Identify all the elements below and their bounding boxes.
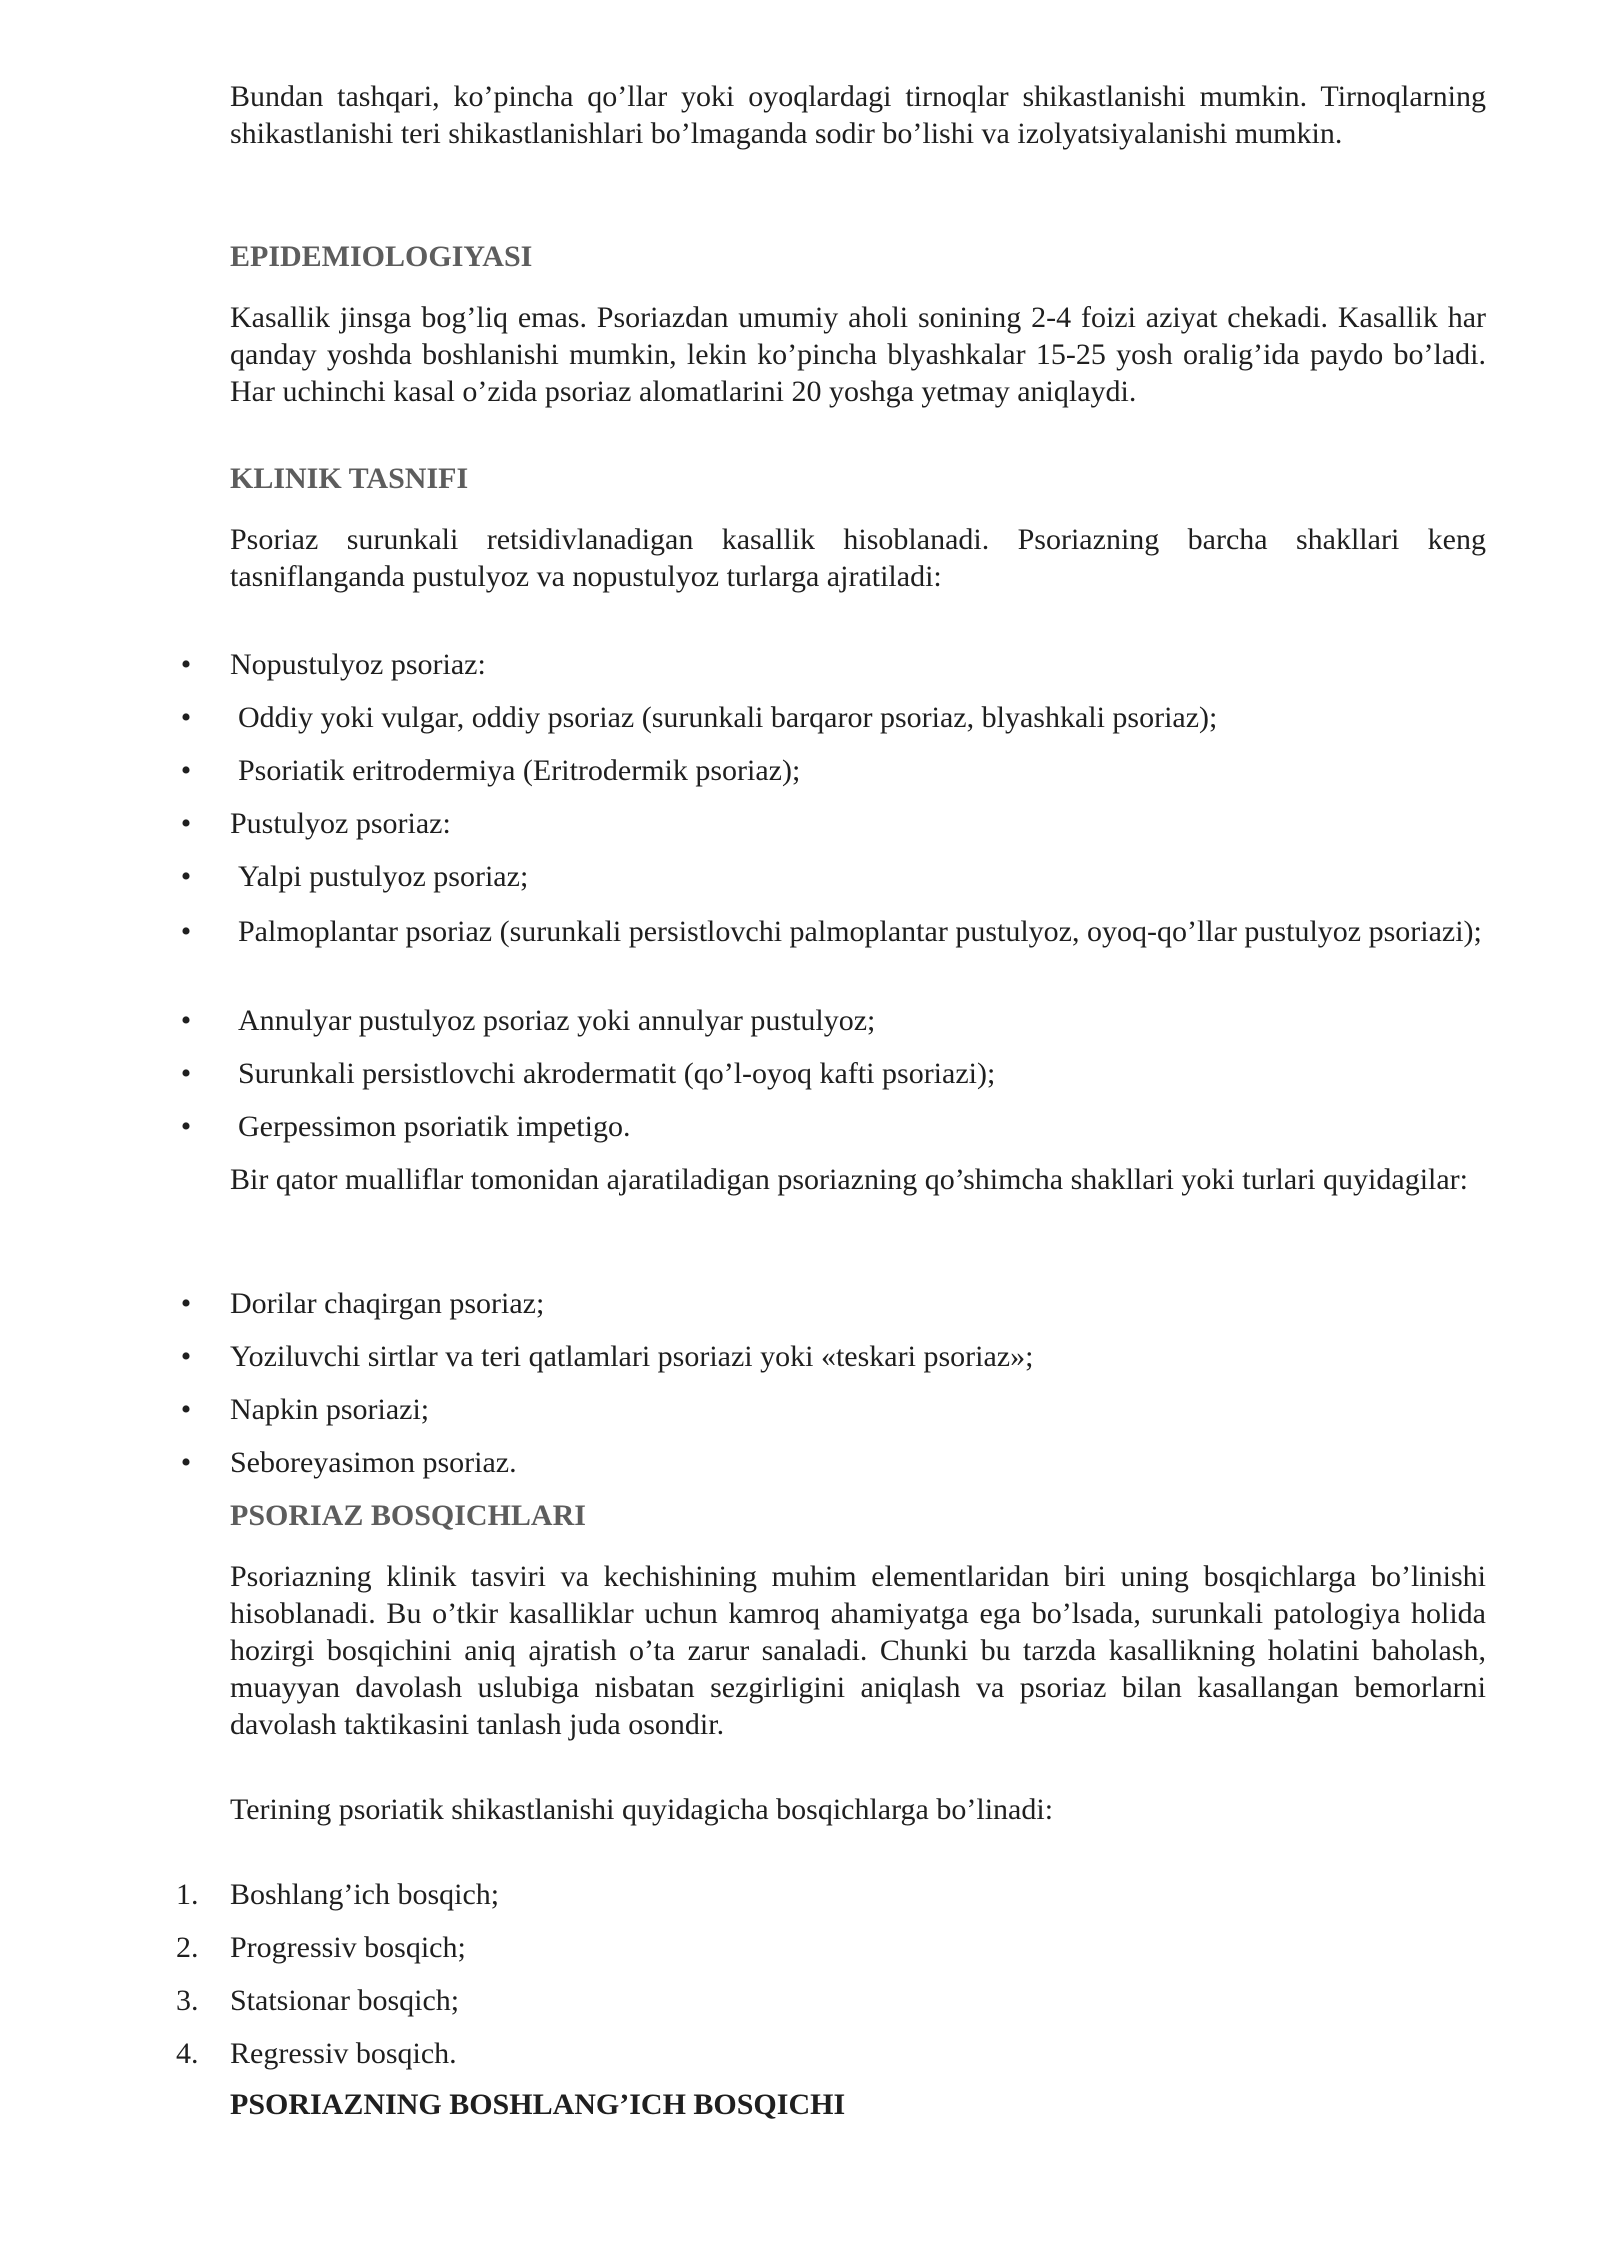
stages-intro-paragraph [230,1791,1486,1828]
list-item-text: Boshlang’ich bosqich; [230,1878,500,1911]
additional-forms-paragraph [230,1161,1486,1198]
paragraph-text: Psoriaz surunkali retsidivlanadigan kasallik hisoblanadi. Psoriazning barcha shakllari keng tasniflanganda pustulyoz va nopustulyoz turlarga ajratiladi: [230,523,1486,593]
bullet-icon: • [180,807,192,840]
paragraph-text: Bundan tashqari, ko’pincha qo’llar yoki oyoqlardagi tirnoqlar shikastlanishi mumkin. Tirnoqlarning shikastlanishi teri shikastlanishlari bo’lmaganda sodir bo’lishi va izolyatsiyalanishi mumkin. [230,80,1486,150]
list-item-text: Statsionar bosqich; [230,1984,460,2017]
epidemiology-paragraph [230,299,1486,410]
list-item-text: Yoziluvchi sirtlar va teri qatlamlari psoriazi yoki «teskari psoriaz»; [230,1340,1034,1373]
list-number: 1. [176,1878,199,1911]
list-number: 4. [176,2037,199,2070]
list-number: 3. [176,1984,199,2017]
list-item-text: Annulyar pustulyoz psoriaz yoki annulyar pustulyoz; [238,1004,876,1037]
paragraph-text: Kasallik jinsga bog’liq emas. Psoriazdan umumiy aholi sonining 2-4 foizi aziyat chekadi. Kasallik har qanday yoshda boshlanishi mumkin, lekin ko’pincha blyashkalar 15-25 yosh oralig’ida paydo bo’ladi. Har uchinchi kasal o’zida psoriaz alomatlarini 20 yoshga yetmay aniqlaydi. [230,301,1486,408]
list-item-text: Pustulyoz psoriaz: [230,807,451,840]
bullet-icon: • [180,915,192,948]
section-heading-stages [230,1497,1486,1534]
section-heading-classification [230,460,1486,497]
list-item-text: Palmoplantar psoriaz (surunkali persistlovchi palmoplantar pustulyoz, oyoq-qo’llar pustulyoz psoriazi); [238,915,1482,948]
bullet-icon: • [180,1110,192,1143]
bullet-icon: • [180,1004,192,1037]
list-item-text: Napkin psoriazi; [230,1393,430,1426]
intro-paragraph [230,78,1486,152]
bullet-icon: • [180,754,192,787]
list-item-text: Yalpi pustulyoz psoriaz; [238,860,529,893]
heading-text: PSORIAZNING BOSHLANG’ICH BOSQICHI [230,2088,846,2121]
list-item-text: Regressiv bosqich. [230,2037,457,2070]
heading-text: PSORIAZ BOSQICHLARI [230,1499,586,1532]
stages-paragraph [230,1558,1486,1743]
bullet-icon: • [180,1057,192,1090]
list-item-text: Oddiy yoki vulgar, oddiy psoriaz (surunkali barqaror psoriaz, blyashkali psoriaz); [238,701,1218,734]
bullet-icon: • [180,648,192,681]
list-item-text: Psoriatik eritrodermiya (Eritrodermik psoriaz); [238,754,801,787]
bullet-icon: • [180,1340,192,1373]
bullet-icon: • [180,1393,192,1426]
bullet-icon: • [180,860,192,893]
list-item-text: Progressiv bosqich; [230,1931,466,1964]
list-number: 2. [176,1931,199,1964]
list-item-text: Seboreyasimon psoriaz. [230,1446,517,1479]
paragraph-text: Psoriazning klinik tasviri va kechishining muhim elementlaridan biri uning bosqichlarga bo’linishi hisoblanadi. Bu o’tkir kasalliklar uchun kamroq ahamiyatga ega bo’lsada, surunkali patologiya holida hozirgi bosqichini aniq ajratish o’ta zarur sanaladi. Chunki bu tarzda kasallikning holatini baholash, muayyan davolash uslubiga nisbatan sezgirligini aniqlash va psoriaz bilan kasallangan bemorlarni davolash taktikasini tanlash juda osondir. [230,1560,1486,1741]
section-heading-initial-stage [230,2086,1486,2123]
paragraph-text: Bir qator mualliflar tomonidan ajaratiladigan psoriazning qo’shimcha shakllari yoki turlari quyidagilar: [230,1163,1468,1196]
paragraph-text: Terining psoriatik shikastlanishi quyidagicha bosqichlarga bo’linadi: [230,1793,1054,1826]
heading-text: KLINIK TASNIFI [230,462,469,495]
list-item-text: Nopustulyoz psoriaz: [230,648,486,681]
list-item-text: Surunkali persistlovchi akrodermatit (qo’l-oyoq kafti psoriazi); [238,1057,996,1090]
bullet-icon: • [180,701,192,734]
bullet-icon: • [180,1446,192,1479]
heading-text: EPIDEMIOLOGIYASI [230,240,533,273]
section-heading-epidemiology [230,238,1486,275]
list-item-text: Dorilar chaqirgan psoriaz; [230,1287,545,1320]
list-item-text: Gerpessimon psoriatik impetigo. [238,1110,631,1143]
bullet-icon: • [180,1287,192,1320]
classification-paragraph [230,521,1486,595]
